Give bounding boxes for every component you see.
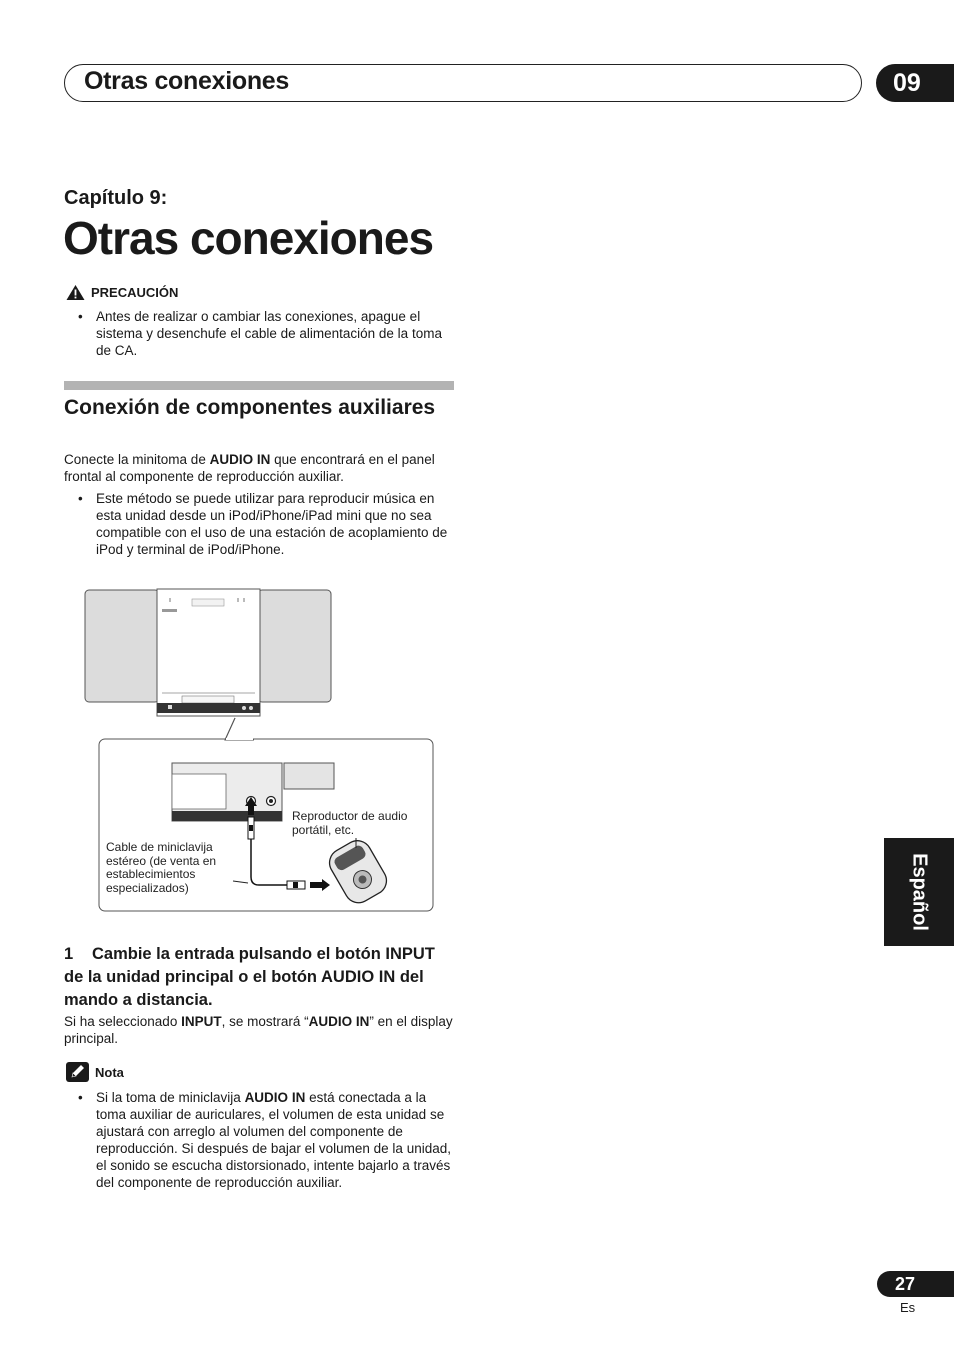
step-detail-bold-audio: AUDIO IN [308, 1014, 370, 1029]
intro-bold: AUDIO IN [209, 452, 271, 467]
section-rule [64, 381, 454, 390]
caution-heading [66, 284, 178, 301]
note-heading [66, 1062, 124, 1082]
language-tab-label: Español [908, 853, 931, 931]
warning-icon [66, 284, 85, 301]
language-tab [884, 838, 954, 946]
note-pencil-icon [66, 1062, 89, 1082]
step-detail [64, 1013, 456, 1047]
caution-bullet: • Antes de realizar o cambiar las conexiones, apague el sistema y desenchufe el cable de alimentación de la toma de CA. [78, 308, 454, 359]
section-bullet: • Este método se puede utilizar para reproducir música en esta unidad desde un iPod/iPhone/iPad mini que no sea compatible con el uso de una estación de acoplamiento de iPod y terminal de iPod/iPhone. [78, 490, 454, 558]
step-detail-text: Si ha seleccionado [64, 1014, 182, 1029]
note-text: Si la toma de miniclavija [96, 1090, 245, 1105]
intro-text-end: que encontrará en el panel frontal al componente de reproducción auxiliar. [64, 452, 435, 484]
step-instruction [64, 943, 456, 1012]
intro-text: Conecte la minitoma de [64, 452, 210, 467]
step-text: Cambie la entrada pulsando el botón INPUT de la unidad principal o el botón AUDIO IN del mando a distancia. [64, 945, 435, 1009]
note-bullet-text [96, 1089, 454, 1191]
note-label: Nota [95, 1064, 124, 1080]
section-intro [64, 451, 456, 485]
note-bold: AUDIO IN [244, 1090, 306, 1105]
chapter-label: Capítulo 9: [64, 187, 168, 209]
note-bullet: • Si la toma de miniclavija AUDIO IN está conectada a la toma auxiliar de auriculares, el volumen de esta unidad se ajustará con arreglo al volumen del componente de reproducción. Si después de bajar el volumen de la unidad, el sonido se escucha distorsionado, intente bajarlo a través del componente de reproducción auxiliar. [78, 1089, 454, 1191]
note-text-end: está conectada a la toma auxiliar de auriculares, el volumen de esta unidad se ajustará con arreglo al volumen del componente de reproducción. Si después de bajar el volumen de la unidad, el sonido se escucha distorsionado, intente bajarlo a través del componente de reproducción auxiliar. [96, 1090, 451, 1190]
player-label: Reproductor de audio portátil, etc. [292, 809, 408, 837]
section-heading: Conexión de componentes auxiliares [64, 396, 436, 419]
connection-diagram [82, 585, 436, 915]
chapter-number-badge: 09 [876, 64, 954, 102]
step-detail-text-end: ” en el display principal. [64, 1014, 453, 1046]
cable-label: Cable de miniclavija estéreo (de venta en establecimientos especializados) [106, 840, 217, 895]
step-detail-text-mid: , se mostrará “ [221, 1014, 309, 1029]
page-lang-code: Es [900, 1300, 916, 1315]
chapter-title: Otras conexiones [63, 212, 434, 264]
step-number: 1 [64, 945, 74, 963]
page-number: 27 [877, 1271, 954, 1297]
section-bullet-text: Este método se puede utilizar para reproducir música en esta unidad desde un iPod/iPhone/iPad mini que no sea compatible con el uso de una estación de acoplamiento de iPod y terminal de iPod/iPhone. [96, 491, 448, 557]
header-section-title: Otras conexiones [84, 67, 290, 95]
step-detail-bold-input: INPUT [181, 1014, 222, 1029]
caution-bullet-text: Antes de realizar o cambiar las conexiones, apague el sistema y desenchufe el cable de alimentación de la toma de CA. [96, 309, 442, 358]
caution-label: PRECAUCIÓN [91, 285, 179, 300]
